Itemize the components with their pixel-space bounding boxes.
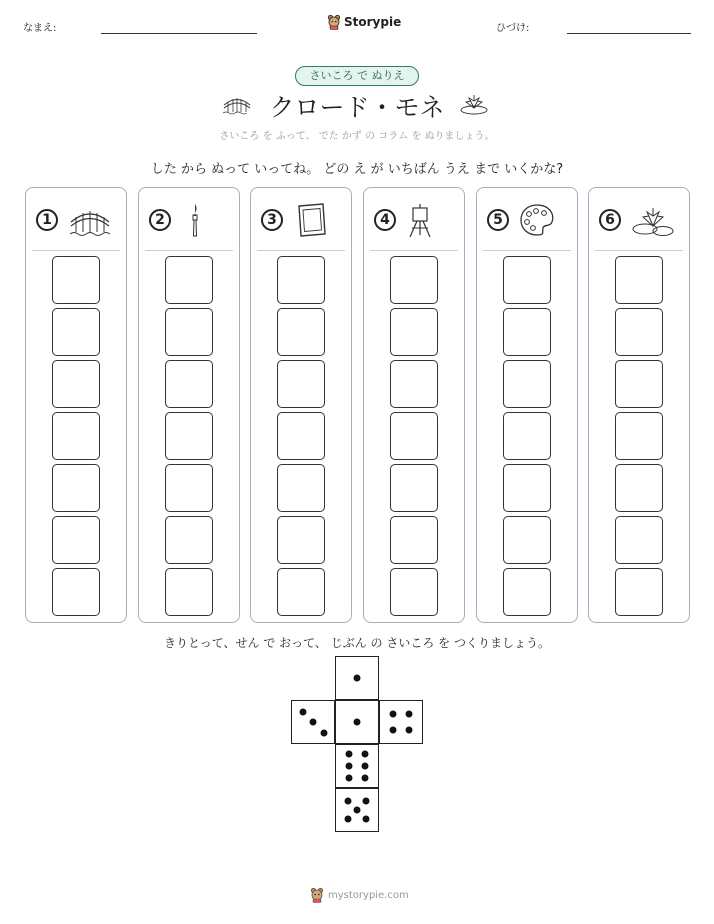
column-1 (25, 187, 127, 623)
coloring-cell[interactable] (52, 516, 100, 564)
dice-face-6 (335, 744, 379, 788)
coloring-cell[interactable] (277, 412, 325, 460)
brand-logo (327, 14, 401, 30)
water-lily-icon (631, 202, 675, 238)
coloring-cell[interactable] (277, 516, 325, 564)
instruction-subtitle: さいころ を ふって、 でた かず の コラム を ぬりましょう。 (219, 131, 495, 142)
easel-icon (406, 202, 450, 238)
dice-pip (363, 816, 370, 823)
brand-name: Storypie (344, 15, 402, 29)
storypie-bear-icon (327, 14, 341, 30)
coloring-cell[interactable] (277, 308, 325, 356)
dice-pip (346, 763, 353, 770)
coloring-cell[interactable] (615, 464, 663, 512)
column-divider (595, 250, 683, 251)
coloring-cell[interactable] (165, 360, 213, 408)
dice-pip (361, 751, 368, 758)
column-divider (145, 250, 233, 251)
question-text: した から ぬって いってね。 どの え が いちばん うえ まで いくかな? (150, 162, 564, 177)
dice-pip (354, 807, 361, 814)
coloring-cell[interactable] (165, 464, 213, 512)
coloring-cell[interactable] (390, 308, 438, 356)
coloring-cell[interactable] (165, 516, 213, 564)
dice-instruction: きりとって、せん で おって、 じぶん の さいころ を つくりましょう。 (164, 636, 550, 650)
storypie-bear-icon (310, 887, 324, 903)
date-line (567, 33, 691, 34)
dice-pip (299, 708, 306, 715)
column-divider (257, 250, 345, 251)
date-label: ひづけ: (496, 23, 530, 34)
column-number: 1 (36, 209, 58, 231)
coloring-cell[interactable] (390, 568, 438, 616)
dice-pip (361, 763, 368, 770)
coloring-cell[interactable] (503, 360, 551, 408)
column-6 (588, 187, 690, 623)
coloring-cell[interactable] (52, 412, 100, 460)
column-number: 2 (149, 209, 171, 231)
column-4 (363, 187, 465, 623)
coloring-cell[interactable] (165, 568, 213, 616)
coloring-cell[interactable] (390, 360, 438, 408)
column-divider (370, 250, 458, 251)
coloring-cell[interactable] (277, 568, 325, 616)
coloring-cell[interactable] (503, 308, 551, 356)
coloring-cell[interactable] (165, 256, 213, 304)
column-number: 5 (487, 209, 509, 231)
dice-face-5 (335, 788, 379, 832)
dice-pip (389, 710, 396, 717)
name-label: なまえ: (23, 23, 57, 34)
dice-pip (320, 729, 327, 736)
coloring-cell[interactable] (165, 308, 213, 356)
coloring-cell[interactable] (615, 360, 663, 408)
coloring-cell[interactable] (390, 256, 438, 304)
dice-pip (346, 751, 353, 758)
coloring-cell[interactable] (615, 412, 663, 460)
dice-face-3 (291, 700, 335, 744)
column-2 (138, 187, 240, 623)
paintbrush-icon (181, 202, 225, 238)
coloring-cell[interactable] (390, 412, 438, 460)
dice-pip (406, 727, 413, 734)
coloring-cell[interactable] (52, 256, 100, 304)
dice-pip (406, 710, 413, 717)
column-number: 4 (374, 209, 396, 231)
coloring-cell[interactable] (52, 360, 100, 408)
picture-frame-icon (293, 202, 337, 238)
dice-face-4 (379, 700, 423, 744)
coloring-cell[interactable] (52, 308, 100, 356)
coloring-cell[interactable] (615, 256, 663, 304)
coloring-cell[interactable] (503, 516, 551, 564)
coloring-cell[interactable] (503, 464, 551, 512)
dice-face-1 (335, 656, 379, 700)
coloring-cell[interactable] (503, 568, 551, 616)
footer-url: mystorypie.com (328, 889, 409, 901)
coloring-cell[interactable] (390, 516, 438, 564)
dice-face-1 (335, 700, 379, 744)
column-divider (32, 250, 120, 251)
column-number: 6 (599, 209, 621, 231)
coloring-cell[interactable] (390, 464, 438, 512)
coloring-cell[interactable] (52, 568, 100, 616)
page-title: クロード・モネ (269, 93, 445, 122)
dice-pip (344, 797, 351, 804)
dice-pip (344, 816, 351, 823)
column-number: 3 (261, 209, 283, 231)
dice-pip (354, 719, 361, 726)
coloring-cell[interactable] (615, 568, 663, 616)
column-5 (476, 187, 578, 623)
coloring-cell[interactable] (52, 464, 100, 512)
palette-icon (519, 202, 563, 238)
dice-pip (363, 797, 370, 804)
coloring-cell[interactable] (503, 256, 551, 304)
dice-pip (310, 719, 317, 726)
activity-badge: さいころ で ぬりえ (295, 66, 419, 86)
japanese-bridge-icon (68, 202, 112, 238)
coloring-cell[interactable] (277, 360, 325, 408)
coloring-cell[interactable] (165, 412, 213, 460)
dice-pip (389, 727, 396, 734)
water-lily-icon (459, 92, 489, 116)
name-line (101, 33, 257, 34)
coloring-cell[interactable] (277, 464, 325, 512)
dice-pip (346, 774, 353, 781)
column-divider (483, 250, 571, 251)
dice-pip (361, 774, 368, 781)
coloring-cell[interactable] (503, 412, 551, 460)
footer (310, 887, 409, 903)
coloring-cell[interactable] (615, 308, 663, 356)
coloring-cell[interactable] (615, 516, 663, 564)
coloring-cell[interactable] (277, 256, 325, 304)
dice-pip (354, 675, 361, 682)
column-3 (250, 187, 352, 623)
